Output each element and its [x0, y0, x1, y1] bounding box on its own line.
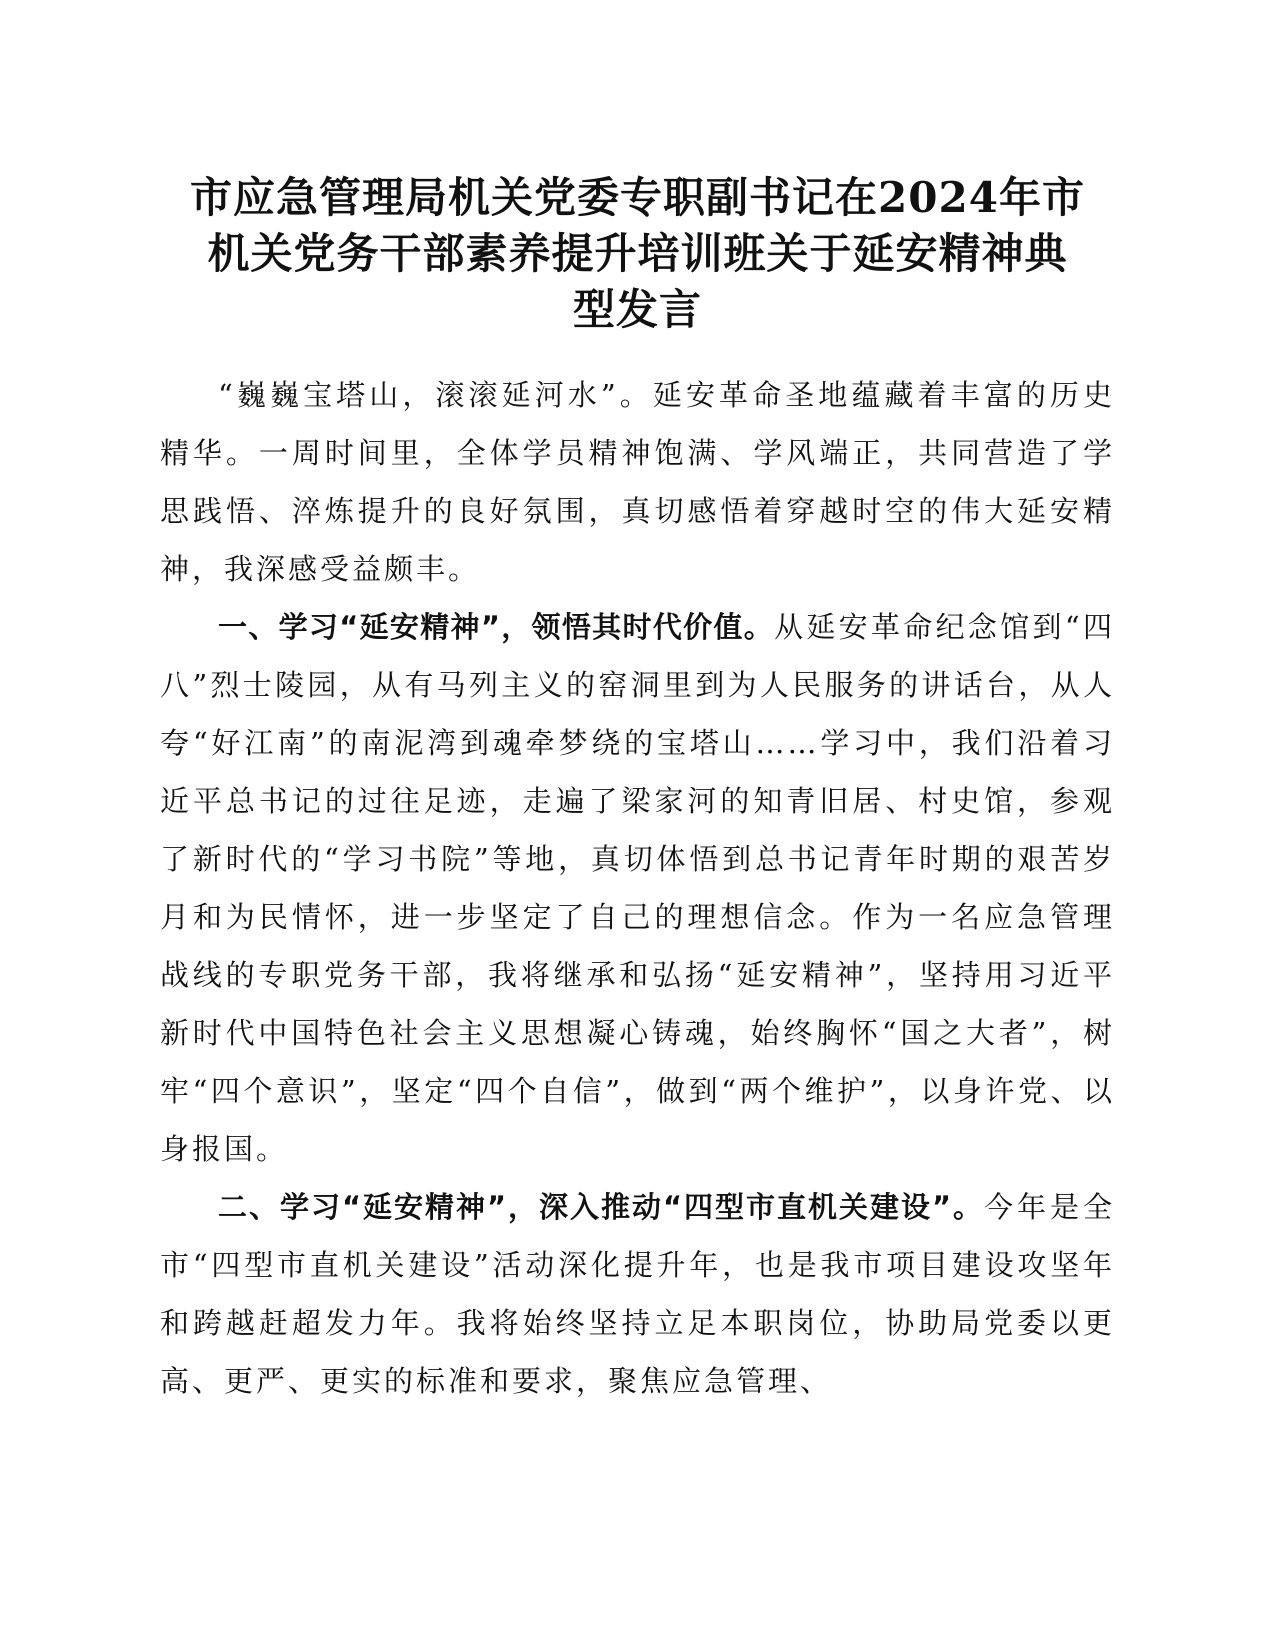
document-title	[160, 170, 1115, 338]
section-two-paragraph	[160, 1178, 1115, 1410]
title-line-3: 型发言	[572, 285, 702, 334]
title-line-1: 市应急管理局机关党委专职副书记在2024年市	[190, 173, 1085, 222]
intro-paragraph	[160, 366, 1115, 598]
title-line-2: 机关党务干部素养提升培训班关于延安精神典	[207, 229, 1068, 278]
section-one-heading: 一、学习“延安精神”，领悟其时代价值。	[218, 610, 775, 644]
paragraph-text: 今年是全市“四型市直机关建设”活动深化提升年，也是我市项目建设攻坚年和跨越赶超发力年。我将始终坚持立足本职岗位，协助局党委以更高、更严、更实的标准和要求，聚焦应急管理、	[160, 1190, 1115, 1398]
section-one-paragraph	[160, 598, 1115, 1178]
paragraph-text: “巍巍宝塔山，滚滚延河水”。延安革命圣地蕴藏着丰富的历史精华。一周时间里，全体学员精神饱满、学风端正，共同营造了学思践悟、淬炼提升的良好氛围，真切感悟着穿越时空的伟大延安精神，我深感受益颇丰。	[160, 378, 1115, 586]
section-two-heading: 二、学习“延安精神”，深入推动“四型市直机关建设”。	[218, 1190, 985, 1224]
paragraph-text: 从延安革命纪念馆到“四八”烈士陵园，从有马列主义的窑洞里到为人民服务的讲话台，从人夸“好江南”的南泥湾到魂牵梦绕的宝塔山……学习中，我们沿着习近平总书记的过往足迹，走遍了梁家河的知青旧居、村史馆，参观了新时代的“学习书院”等地，真切体悟到总书记青年时期的艰苦岁月和为民情怀，进一步坚定了自己的理想信念。作为一名应急管理战线的专职党务干部，我将继承和弘扬“延安精神”，坚持用习近平新时代中国特色社会主义思想凝心铸魂，始终胸怀“国之大者”，树牢“四个意识”，坚定“四个自信”，做到“两个维护”，以身许党、以身报国。	[160, 610, 1116, 1166]
